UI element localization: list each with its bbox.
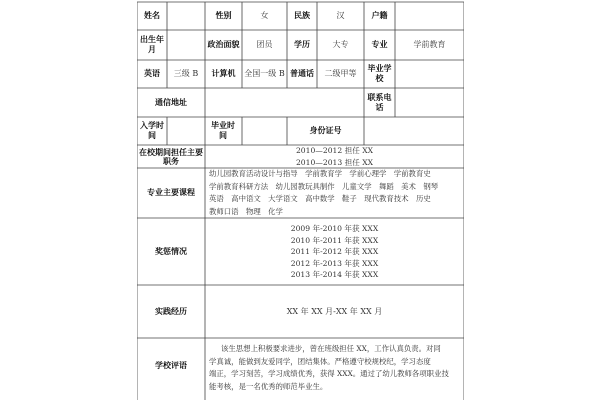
english-value[interactable]: 三级 B bbox=[173, 69, 199, 78]
name-value[interactable] bbox=[167, 2, 205, 30]
award-line: 2011 年-2012 年获 XXX bbox=[290, 247, 379, 256]
id-value[interactable] bbox=[364, 117, 464, 145]
ethnic-label: 民族 bbox=[294, 11, 310, 20]
political-value[interactable]: 团员 bbox=[256, 40, 273, 49]
courses-line: 教师口语 物理 化学 bbox=[209, 206, 283, 216]
ethnic-value[interactable]: 汉 bbox=[336, 11, 345, 20]
gender-value[interactable]: 女 bbox=[260, 11, 269, 20]
practice-value: XX 年 XX 月-XX 年 XX 月 bbox=[286, 306, 383, 316]
posts-label: 在校期间担任主要职务 bbox=[139, 147, 203, 166]
courses-line: 幼儿园教育活动设计与指导 学前教育学 学前心理学 学前教育史 bbox=[209, 169, 431, 178]
address-label: 通信地址 bbox=[155, 97, 187, 107]
address-value[interactable] bbox=[205, 88, 364, 117]
id-label: 身份证号 bbox=[309, 126, 342, 135]
birth-label: 出生年月 bbox=[140, 35, 164, 54]
major-label: 专业 bbox=[371, 40, 388, 49]
graduate-label: 毕业时间 bbox=[211, 121, 235, 140]
mandarin-value[interactable]: 二级甲等 bbox=[324, 69, 357, 78]
courses-line: 学前教育科研方法 幼儿园教玩具制作 儿童文学 舞蹈 美术 钢琴 bbox=[209, 181, 439, 191]
education-value[interactable]: 大专 bbox=[332, 40, 349, 49]
hukou-label: 户籍 bbox=[371, 11, 388, 20]
courses-line: 英语 高中语文 大学语文 高中数学 鞋子 现代教育技术 历史 bbox=[209, 194, 431, 203]
posts-line: 2010—2012 担任 XX bbox=[295, 146, 374, 155]
major-value[interactable]: 学前教育 bbox=[413, 40, 446, 49]
awards-list bbox=[205, 223, 464, 281]
phone-value[interactable] bbox=[395, 88, 464, 117]
evaluation-text bbox=[209, 343, 462, 393]
name-label: 姓名 bbox=[144, 11, 160, 20]
evaluation-line: 该生思想上积极要求进步，曾在班级担任 XX，工作认真负责。对同 bbox=[221, 344, 441, 353]
resume-form bbox=[137, 0, 464, 400]
award-line: 2009 年-2010 年获 XXX bbox=[290, 224, 379, 233]
evaluation-label: 学校评语 bbox=[155, 361, 187, 370]
enroll-value[interactable] bbox=[167, 117, 205, 145]
gender-label: 性别 bbox=[215, 11, 232, 20]
birth-value[interactable] bbox=[167, 30, 205, 60]
computer-value[interactable]: 全国一级 B bbox=[244, 69, 285, 78]
courses-text bbox=[209, 168, 462, 218]
award-line: 2013 年-2014 年获 XXX bbox=[290, 270, 379, 279]
political-label: 政治面貌 bbox=[207, 40, 240, 49]
practice-label: 实践经历 bbox=[155, 306, 187, 316]
mandarin-label: 普通话 bbox=[290, 69, 314, 78]
school-label: 毕业学校 bbox=[367, 64, 392, 83]
award-line: 2010 年-2011 年获 XXX bbox=[290, 235, 379, 245]
computer-label: 计算机 bbox=[211, 69, 236, 78]
school-value[interactable] bbox=[395, 60, 464, 88]
enroll-label: 入学时间 bbox=[140, 121, 164, 140]
phone-label: 联系电话 bbox=[367, 92, 392, 112]
evaluation-line: 能考核，是一名优秀的师范毕业生。 bbox=[209, 381, 328, 391]
posts-line: 2010—2013 担任 XX bbox=[295, 157, 374, 167]
awards-label: 奖惩情况 bbox=[155, 246, 187, 256]
evaluation-line: 端正，学习刻苦，学习成绩优秀，获得 XXX。通过了幼儿教师各项职业技 bbox=[209, 369, 449, 378]
education-label: 学历 bbox=[294, 40, 310, 49]
graduate-value[interactable] bbox=[242, 117, 287, 145]
courses-label: 专业主要课程 bbox=[147, 188, 195, 197]
award-line: 2012 年-2013 年获 XXX bbox=[290, 258, 379, 268]
posts-list bbox=[205, 145, 464, 168]
hukou-value[interactable] bbox=[395, 2, 464, 30]
english-label: 英语 bbox=[144, 69, 160, 78]
evaluation-line: 学真诚，能做到友爱同学，团结集体。严格遵守校规校纪，学习态度 bbox=[209, 356, 431, 366]
